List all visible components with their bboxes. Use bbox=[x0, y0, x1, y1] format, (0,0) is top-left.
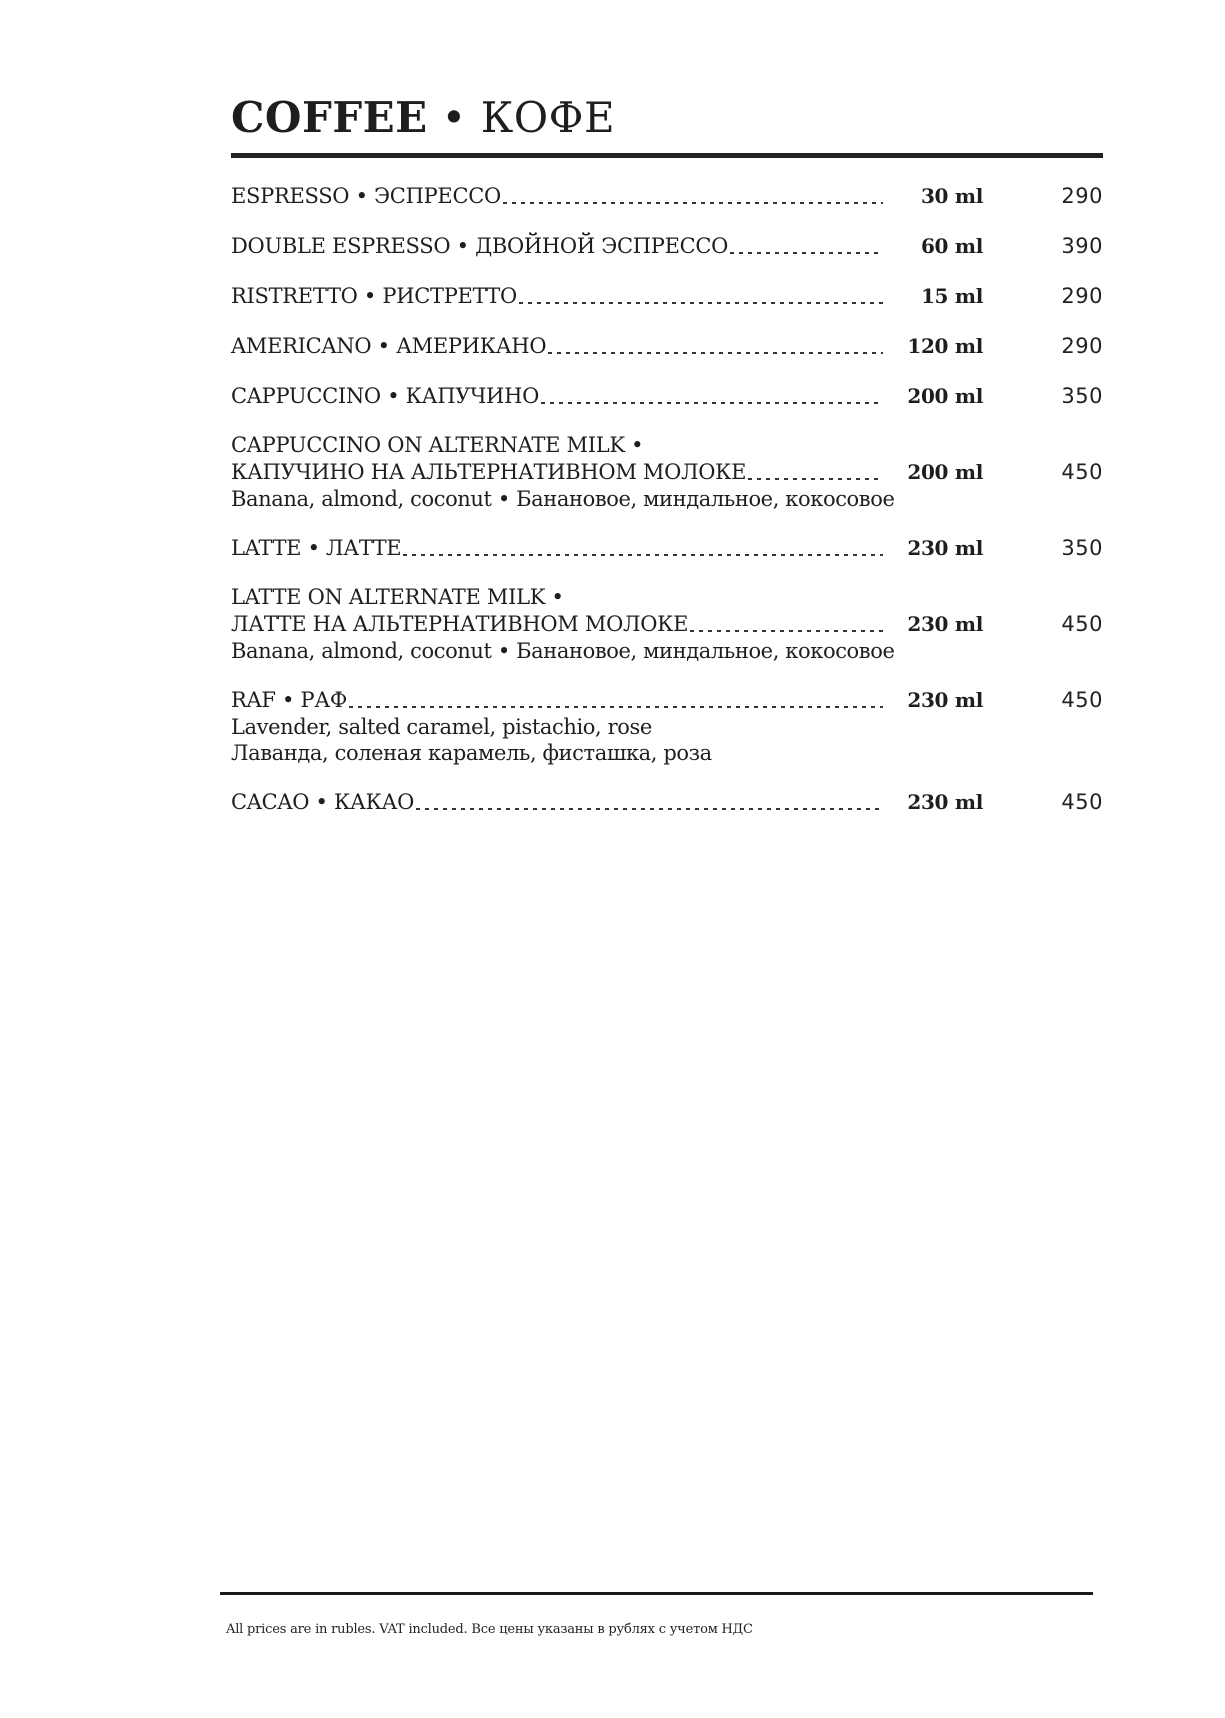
dotted-leader bbox=[349, 706, 883, 708]
item-volume: 230 ml bbox=[907, 612, 983, 636]
dotted-leader bbox=[403, 554, 883, 556]
item-price: 390 bbox=[1061, 234, 1103, 258]
item-price: 450 bbox=[1061, 612, 1103, 636]
item-volume: 200 ml bbox=[907, 384, 983, 408]
item-name: LATTE • ЛАТТЕ bbox=[231, 536, 402, 560]
menu-item bbox=[231, 584, 1103, 664]
item-name: RAF • РАФ bbox=[231, 688, 348, 712]
item-volume: 120 ml bbox=[907, 334, 983, 358]
item-price: 450 bbox=[1061, 790, 1103, 814]
menu-item bbox=[231, 534, 1103, 562]
title-separator: • bbox=[441, 93, 467, 142]
menu-item bbox=[231, 182, 1103, 210]
item-volume: 230 ml bbox=[907, 688, 983, 712]
item-name: ESPRESSO • ЭСПРЕССО bbox=[231, 184, 501, 208]
item-price: 350 bbox=[1061, 536, 1103, 560]
header-divider bbox=[231, 153, 1103, 158]
item-note: Banana, almond, coconut • Банановое, миндальное, кокосовое bbox=[231, 639, 895, 663]
dotted-leader bbox=[519, 302, 883, 304]
dotted-leader bbox=[548, 352, 883, 354]
footer-divider bbox=[220, 1592, 1093, 1595]
item-name-line1: LATTE ON ALTERNATE MILK • bbox=[231, 585, 564, 609]
item-price: 290 bbox=[1061, 284, 1103, 308]
item-name: КАПУЧИНО НА АЛЬТЕРНАТИВНОМ МОЛОКЕ bbox=[231, 460, 747, 484]
menu-item bbox=[231, 788, 1103, 816]
item-name: CAPPUCCINO • КАПУЧИНО bbox=[231, 384, 540, 408]
title-english: COFFEE bbox=[231, 93, 428, 142]
menu-item bbox=[231, 232, 1103, 260]
item-name: ЛАТТЕ НА АЛЬТЕРНАТИВНОМ МОЛОКЕ bbox=[231, 612, 689, 636]
menu-item bbox=[231, 382, 1103, 410]
dotted-leader bbox=[730, 252, 883, 254]
item-price: 350 bbox=[1061, 384, 1103, 408]
item-price: 450 bbox=[1061, 688, 1103, 712]
menu-item bbox=[231, 432, 1103, 512]
menu-list bbox=[231, 182, 1103, 838]
item-price: 290 bbox=[1061, 334, 1103, 358]
item-volume: 30 ml bbox=[920, 184, 983, 208]
item-note: Lavender, salted caramel, pistachio, rose bbox=[231, 715, 652, 739]
dotted-leader bbox=[541, 402, 883, 404]
item-note-russian: Лаванда, соленая карамель, фисташка, роза bbox=[231, 741, 712, 765]
dotted-leader bbox=[690, 630, 883, 632]
footer-note: All prices are in rubles. VAT included. Все цены указаны в рублях с учетом НДС bbox=[226, 1622, 753, 1637]
item-name: DOUBLE ESPRESSO • ДВОЙНОЙ ЭСПРЕССО bbox=[231, 234, 729, 258]
item-volume: 15 ml bbox=[920, 284, 983, 308]
item-note: Banana, almond, coconut • Банановое, миндальное, кокосовое bbox=[231, 487, 895, 511]
item-name: AMERICANO • АМЕРИКАНО bbox=[231, 334, 547, 358]
item-volume: 230 ml bbox=[907, 536, 983, 560]
title-russian: КОФЕ bbox=[480, 93, 616, 142]
item-volume: 230 ml bbox=[907, 790, 983, 814]
menu-item bbox=[231, 332, 1103, 360]
item-price: 290 bbox=[1061, 184, 1103, 208]
page-title bbox=[231, 92, 615, 144]
item-name: CACAO • КАКАО bbox=[231, 790, 415, 814]
item-name: RISTRETTO • РИСТРЕТТО bbox=[231, 284, 517, 308]
dotted-leader bbox=[503, 202, 883, 204]
item-volume: 60 ml bbox=[920, 234, 983, 258]
item-price: 450 bbox=[1061, 460, 1103, 484]
menu-item bbox=[231, 282, 1103, 310]
dotted-leader bbox=[416, 808, 883, 810]
menu-item bbox=[231, 686, 1103, 766]
dotted-leader bbox=[748, 478, 883, 480]
item-name-line1: CAPPUCCINO ON ALTERNATE MILK • bbox=[231, 433, 644, 457]
item-volume: 200 ml bbox=[907, 460, 983, 484]
